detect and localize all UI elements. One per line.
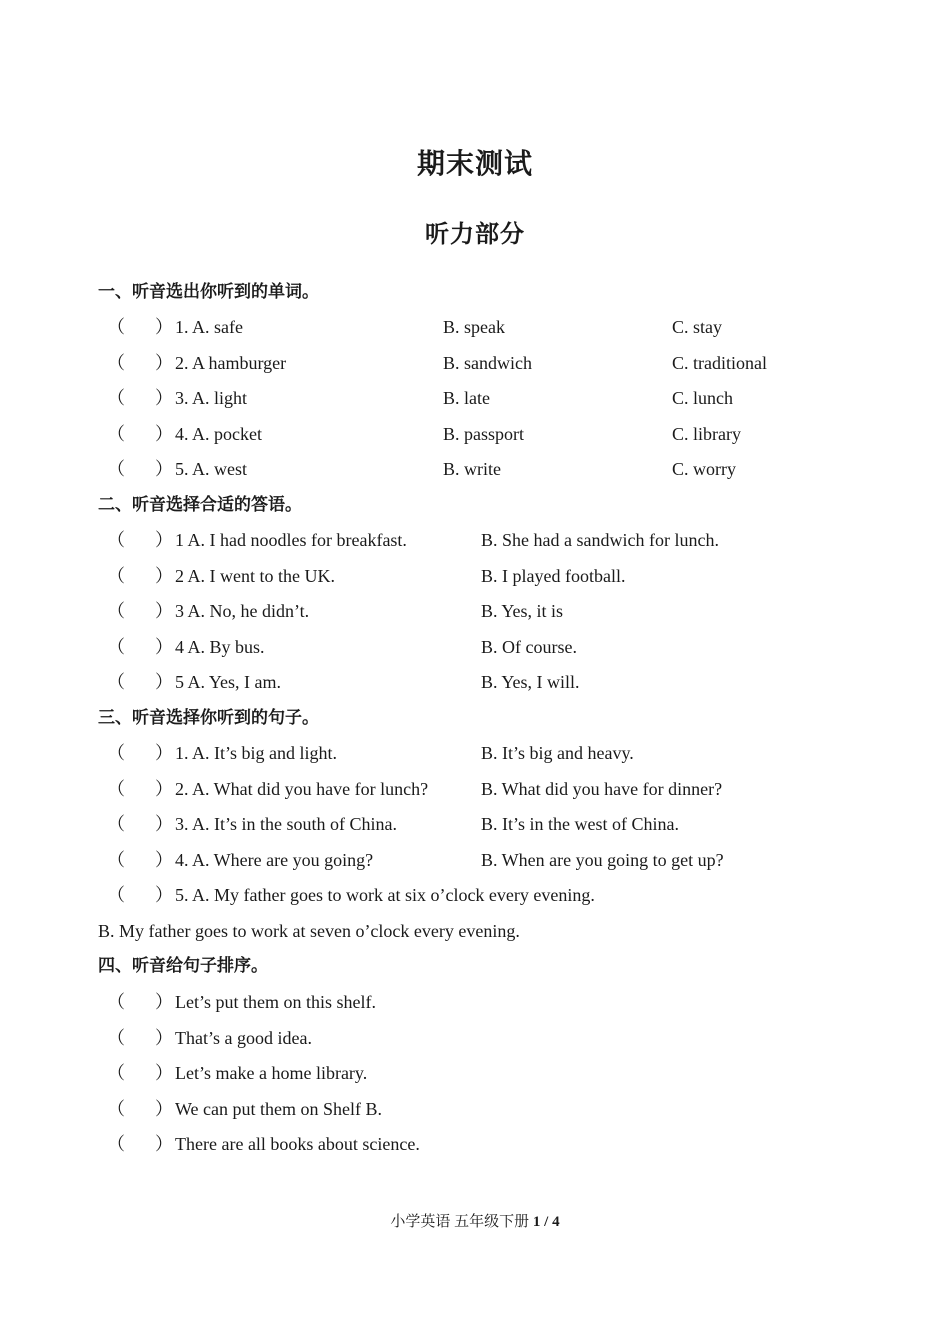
option-a: 2 A. I went to the UK. xyxy=(175,565,335,586)
option-a: 3. A. It’s in the south of China. xyxy=(175,814,397,834)
question-row xyxy=(0,386,950,410)
answer-paren-open[interactable]: （ xyxy=(107,814,125,834)
page-separator: / xyxy=(544,1214,549,1230)
option-a: 4. A. pocket xyxy=(175,423,262,444)
option-c: C. library xyxy=(672,423,741,444)
section-3-heading: 三、听音选择你听到的句子。 xyxy=(98,708,319,728)
option-b: B. When are you going to get up? xyxy=(481,849,724,870)
question-row xyxy=(0,1097,950,1121)
question-row xyxy=(0,635,950,659)
answer-paren-open[interactable]: （ xyxy=(107,565,125,586)
answer-paren-close: ） xyxy=(155,352,173,373)
answer-paren-close: ） xyxy=(155,565,173,586)
sentence: That’s a good idea. xyxy=(175,1027,312,1048)
question-row xyxy=(0,741,950,765)
option-b: B. Yes, it is xyxy=(481,601,564,621)
answer-paren-close: ） xyxy=(155,778,173,799)
answer-paren-open[interactable]: （ xyxy=(107,459,125,479)
answer-paren-close: ） xyxy=(155,1134,173,1154)
answer-paren-close: ） xyxy=(155,317,173,337)
answer-paren-open[interactable]: （ xyxy=(107,1063,125,1083)
option-b: B. Of course. xyxy=(481,636,577,657)
option-a: 4 A. By bus. xyxy=(175,636,265,657)
question-row xyxy=(0,990,950,1014)
answer-paren-open[interactable]: （ xyxy=(107,601,125,621)
answer-paren-close: ） xyxy=(155,992,173,1012)
option-a: 1. A. It’s big and light. xyxy=(175,743,337,763)
option-b: B. What did you have for dinner? xyxy=(481,778,723,799)
option-a: 1 A. I had noodles for breakfast. xyxy=(175,530,407,550)
page-title: 期末测试 xyxy=(416,147,533,180)
answer-paren-close: ） xyxy=(155,388,173,408)
option-b: B. It’s in the west of China. xyxy=(481,814,679,834)
answer-paren-open[interactable]: （ xyxy=(107,352,125,373)
question-row xyxy=(0,777,950,801)
section-2-heading: 二、听音选择合适的答语。 xyxy=(98,495,302,515)
section-1-heading: 一、听音选出你听到的单词。 xyxy=(98,282,319,302)
answer-paren-close: ） xyxy=(155,459,173,479)
option-b: B. write xyxy=(443,459,501,479)
option-a: 3 A. No, he didn’t. xyxy=(175,601,310,621)
option-b: B. sandwich xyxy=(443,352,532,373)
sentence: There are all books about science. xyxy=(175,1134,420,1154)
answer-paren-open[interactable]: （ xyxy=(107,636,125,657)
option-b: B. I played football. xyxy=(481,565,626,586)
sentence: Let’s make a home library. xyxy=(175,1063,368,1083)
question-row xyxy=(0,812,950,836)
page-footer xyxy=(0,1212,950,1232)
answer-paren-open[interactable]: （ xyxy=(107,530,125,550)
question-row xyxy=(0,1132,950,1156)
answer-paren-close: ） xyxy=(155,849,173,870)
option-b: B. Yes, I will. xyxy=(481,672,580,692)
question-row xyxy=(0,457,950,481)
answer-paren-close: ） xyxy=(155,885,173,905)
page-total: 4 xyxy=(552,1214,560,1230)
answer-paren-open[interactable]: （ xyxy=(107,778,125,799)
answer-paren-open[interactable]: （ xyxy=(107,1134,125,1154)
option-a: 5. A. My father goes to work at six o’clock every evening. xyxy=(175,885,595,905)
option-b: B. speak xyxy=(443,317,505,337)
question-row xyxy=(0,1061,950,1085)
section-4-heading: 四、听音给句子排序。 xyxy=(98,956,268,976)
answer-paren-open[interactable]: （ xyxy=(107,1027,125,1048)
sentence: Let’s put them on this shelf. xyxy=(175,992,376,1012)
question-row xyxy=(0,351,950,375)
option-a: 5 A. Yes, I am. xyxy=(175,672,282,692)
option-a: 2. A hamburger xyxy=(175,352,287,373)
sentence: We can put them on Shelf B. xyxy=(175,1098,383,1119)
question-row xyxy=(0,422,950,446)
answer-paren-open[interactable]: （ xyxy=(107,317,125,337)
answer-paren-open[interactable]: （ xyxy=(107,992,125,1012)
option-a: 4. A. Where are you going? xyxy=(175,849,374,870)
option-b: B. passport xyxy=(443,423,524,444)
option-a: 5. A. west xyxy=(175,459,247,479)
question-row xyxy=(0,883,950,907)
answer-paren-close: ） xyxy=(155,1027,173,1048)
question-row xyxy=(0,1026,950,1050)
answer-paren-close: ） xyxy=(155,530,173,550)
question-row xyxy=(0,599,950,623)
answer-paren-close: ） xyxy=(155,1098,173,1119)
answer-paren-open[interactable]: （ xyxy=(107,885,125,905)
option-a: 3. A. light xyxy=(175,388,248,408)
option-b: B. My father goes to work at seven o’clock every evening. xyxy=(98,921,520,941)
answer-paren-open[interactable]: （ xyxy=(107,849,125,870)
answer-paren-open[interactable]: （ xyxy=(107,423,125,444)
answer-paren-close: ） xyxy=(155,601,173,621)
option-a: 2. A. What did you have for lunch? xyxy=(175,778,429,799)
option-b: B. late xyxy=(443,388,490,408)
answer-paren-close: ） xyxy=(155,672,173,692)
option-c: C. worry xyxy=(672,459,736,479)
option-b: B. It’s big and heavy. xyxy=(481,743,634,763)
section-title: 听力部分 xyxy=(425,220,525,248)
answer-paren-close: ） xyxy=(155,636,173,657)
answer-paren-close: ） xyxy=(155,814,173,834)
option-a: 1. A. safe xyxy=(175,317,243,337)
option-c: C. traditional xyxy=(672,352,767,373)
option-c: C. stay xyxy=(672,317,723,337)
answer-paren-close: ） xyxy=(155,743,173,763)
footer-text: 小学英语 五年级下册 xyxy=(390,1214,530,1230)
answer-paren-open[interactable]: （ xyxy=(107,388,125,408)
answer-paren-close: ） xyxy=(155,1063,173,1083)
answer-paren-open[interactable]: （ xyxy=(107,743,125,763)
answer-paren-open[interactable]: （ xyxy=(107,1098,125,1119)
question-row xyxy=(0,528,950,552)
option-c: C. lunch xyxy=(672,388,733,408)
page-number: 1 xyxy=(532,1214,541,1230)
answer-paren-close: ） xyxy=(155,423,173,444)
question-row xyxy=(0,848,950,872)
answer-paren-open[interactable]: （ xyxy=(107,672,125,692)
question-row xyxy=(0,315,950,339)
question-row xyxy=(0,564,950,588)
question-row xyxy=(0,670,950,694)
option-b: B. She had a sandwich for lunch. xyxy=(481,530,719,550)
